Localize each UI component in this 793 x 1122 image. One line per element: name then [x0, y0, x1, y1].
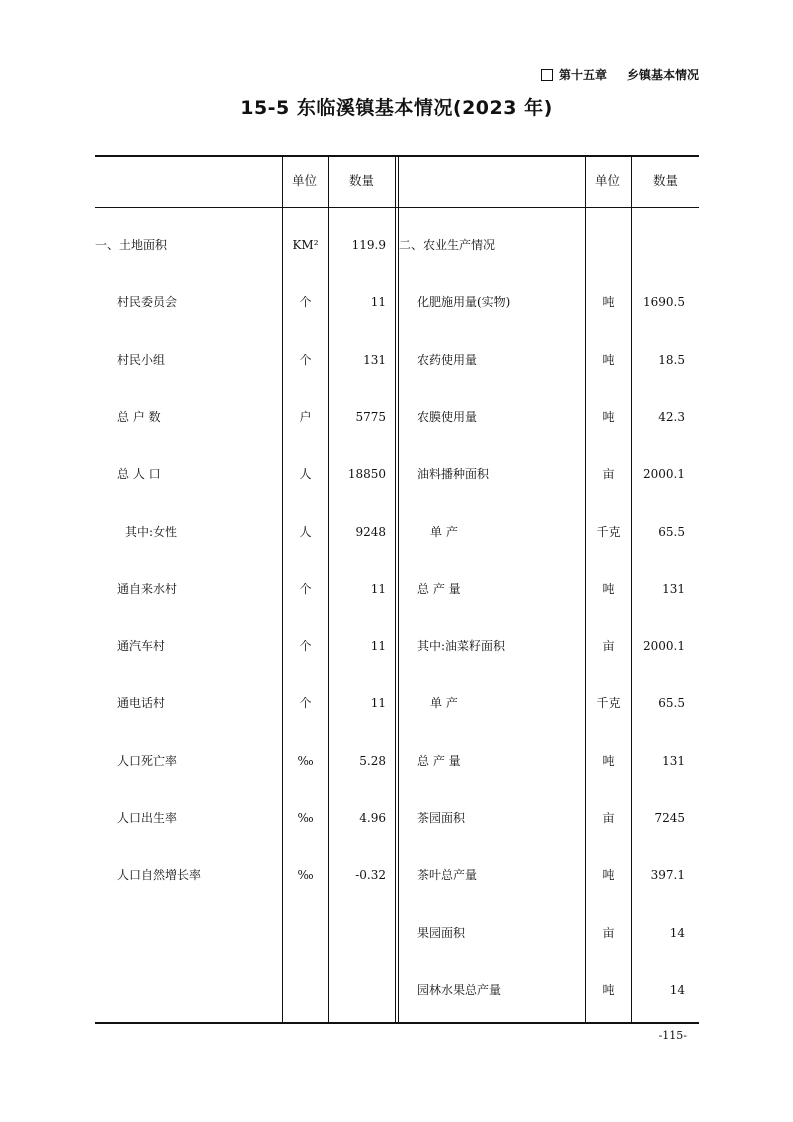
row-label: 人口出生率 [117, 811, 178, 825]
row-value: 14 [669, 983, 685, 997]
quantity-header: 数量 [653, 173, 679, 188]
row-unit: ‰ [297, 811, 314, 825]
row-unit: 吨 [602, 868, 615, 882]
row-value: 2000.1 [643, 467, 685, 481]
row-label: 果园面积 [417, 926, 466, 940]
row-value: 18850 [347, 467, 386, 481]
unit-header: 单位 [292, 173, 318, 188]
row-value: -0.32 [355, 868, 386, 882]
column-divider [395, 155, 396, 1024]
row-label: 村民委员会 [117, 295, 178, 309]
row-unit: 吨 [602, 754, 615, 768]
row-label: 总 产 量 [417, 754, 461, 768]
row-unit: 亩 [602, 467, 615, 481]
row-unit: 个 [299, 639, 312, 653]
row-label: 单 产 [430, 696, 458, 710]
row-label: 园林水果总产量 [417, 983, 502, 997]
row-label: 通自来水村 [117, 582, 178, 596]
page-title: 15-5 东临溪镇基本情况(2023 年) [240, 97, 553, 119]
table-bottom-rule [95, 1022, 699, 1024]
column-divider [328, 155, 329, 1024]
row-value: 7245 [654, 811, 685, 825]
row-value: 11 [370, 295, 386, 309]
row-value: 42.3 [658, 410, 685, 424]
quantity-header: 数量 [349, 173, 375, 188]
row-value: 131 [662, 582, 685, 596]
row-label: 单 产 [430, 525, 458, 539]
column-divider [398, 155, 399, 1024]
row-unit: 吨 [602, 582, 615, 596]
row-unit: 吨 [602, 295, 615, 309]
row-value: 11 [370, 582, 386, 596]
page-number: -115- [658, 1029, 687, 1042]
row-label: 总 人 口 [117, 467, 161, 481]
row-label: 总 户 数 [117, 410, 161, 424]
row-label: 茶叶总产量 [417, 868, 478, 882]
row-label: 农药使用量 [417, 353, 478, 367]
square-icon [541, 69, 553, 81]
row-value: 14 [669, 926, 685, 940]
row-unit: 人 [299, 525, 312, 539]
row-unit: 吨 [602, 353, 615, 367]
row-value: 9248 [355, 525, 386, 539]
row-value: 119.9 [351, 238, 386, 252]
row-unit: 个 [299, 353, 312, 367]
header-rule [95, 207, 699, 208]
row-unit: ‰ [297, 754, 314, 768]
row-label: 其中:女性 [125, 525, 178, 539]
row-unit: 吨 [602, 410, 615, 424]
row-value: 397.1 [650, 868, 685, 882]
row-label: 农膜使用量 [417, 410, 478, 424]
row-label: 二、农业生产情况 [399, 238, 496, 252]
chapter-label: 第十五章 [558, 68, 607, 82]
row-value: 11 [370, 696, 386, 710]
row-unit: 人 [299, 467, 312, 481]
row-value: 65.5 [658, 525, 685, 539]
row-label: 油料播种面积 [417, 467, 490, 481]
row-label: 通电话村 [117, 696, 166, 710]
row-value: 4.96 [359, 811, 386, 825]
row-label: 村民小组 [117, 353, 166, 367]
row-unit: 亩 [602, 811, 615, 825]
row-unit: 个 [299, 295, 312, 309]
statistics-table [95, 155, 699, 1024]
row-value: 18.5 [658, 353, 685, 367]
row-value: 131 [662, 754, 685, 768]
row-value: 2000.1 [643, 639, 685, 653]
row-value: 131 [363, 353, 386, 367]
row-value: 11 [370, 639, 386, 653]
row-unit: 个 [299, 582, 312, 596]
row-unit: KM² [292, 238, 319, 252]
page-header [541, 66, 699, 83]
column-divider [631, 155, 632, 1024]
unit-header: 单位 [595, 173, 621, 188]
row-label: 通汽车村 [117, 639, 166, 653]
section-label: 乡镇基本情况 [626, 68, 699, 82]
row-unit: 个 [299, 696, 312, 710]
row-label: 一、土地面积 [95, 238, 168, 252]
row-unit: ‰ [297, 868, 314, 882]
row-value: 5775 [355, 410, 386, 424]
row-value: 65.5 [658, 696, 685, 710]
row-label: 化肥施用量(实物) [417, 295, 511, 309]
row-unit: 亩 [602, 926, 615, 940]
row-unit: 千克 [596, 525, 621, 539]
row-unit: 亩 [602, 639, 615, 653]
table-top-rule [95, 155, 699, 157]
row-unit: 户 [299, 410, 312, 424]
row-label: 其中:油菜籽面积 [417, 639, 506, 653]
row-label: 总 产 量 [417, 582, 461, 596]
row-unit: 千克 [596, 696, 621, 710]
row-label: 人口自然增长率 [117, 868, 202, 882]
row-label: 人口死亡率 [117, 754, 178, 768]
row-label: 茶园面积 [417, 811, 466, 825]
row-unit: 吨 [602, 983, 615, 997]
row-value: 5.28 [359, 754, 386, 768]
row-value: 1690.5 [643, 295, 685, 309]
